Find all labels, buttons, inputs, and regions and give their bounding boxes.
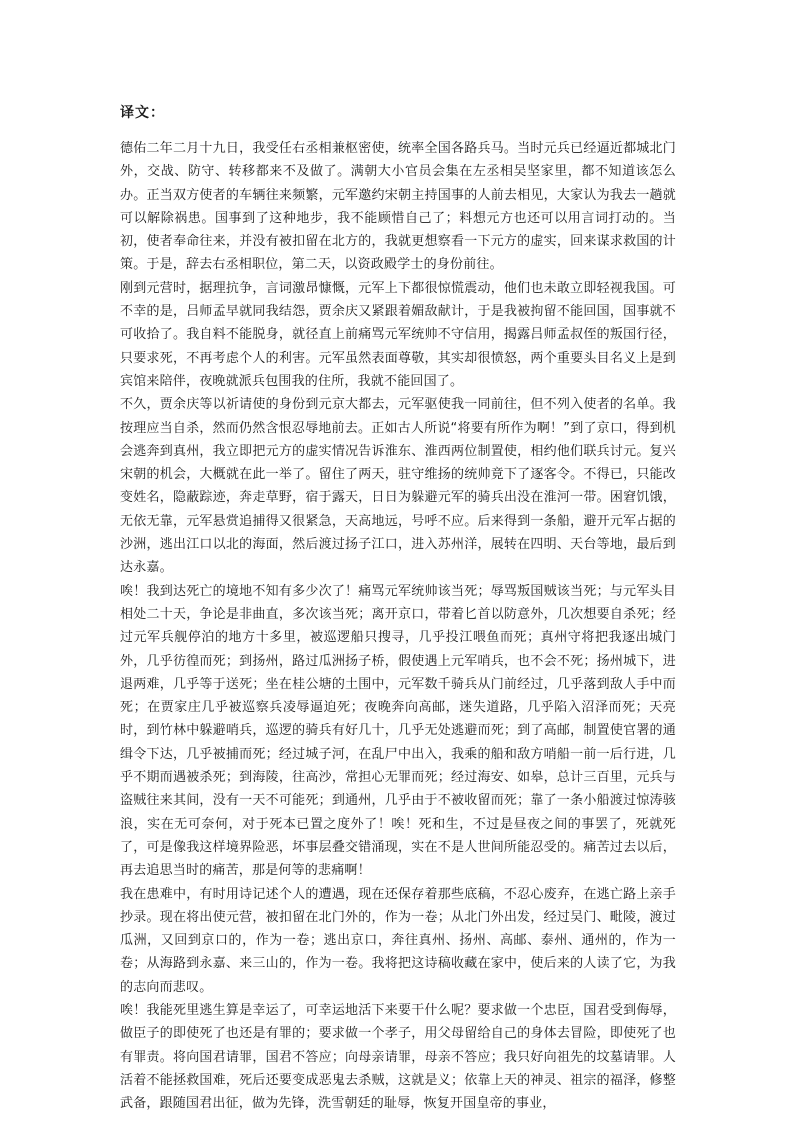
translation-heading: 译文： bbox=[120, 105, 165, 121]
paragraph: 刚到元营时，据理抗争，言词激昂慷慨，元军上下都很惊慌震动，他们也未敢立即轻视我国。可不幸的是，吕师孟早就同我结怨，贾余庆又紧跟着媚敌献计，于是我被拘留不能回国，国事就不可收拾了。我自料不能脱身，就径直上前痛骂元军统帅不守信用，揭露吕师孟叔侄的叛国行径，只要求死，不再考虑个人的利害。元军虽然表面尊敬，其实却很愤怒，两个重要头目名义上是到宾馆来陪伴，夜晚就派兵包围我的住所，我就不能回国了。 bbox=[120, 280, 676, 389]
paragraph: 不久，贾余庆等以祈请使的身份到元京大都去，元军驱使我一同前往，但不列入使者的名单。我按理应当自杀，然而仍然含恨忍辱地前去。正如古人所说“将要有所作为啊！”到了京口，得到机会逃奔到真州，我立即把元方的虚实情况告诉淮东、淮西两位制置使，相约他们联兵讨元。复兴宋朝的机会，大概就在此一举了。留住了两天，驻守维扬的统帅竟下了逐客令。不得已，只能改变姓名，隐蔽踪迹，奔走草野，宿于露天，日日为躲避元军的骑兵出没在淮河一带。困窘饥饿，无依无靠，元军悬赏追捕得又很紧急，天高地远，号呼不应。后来得到一条船，避开元军占据的沙洲，逃出江口以北的海面，然后渡过扬子江口，进入苏州洋，展转在四明、天台等地，最后到达永嘉。 bbox=[120, 397, 676, 576]
translation-body bbox=[120, 137, 676, 1115]
paragraph: 德佑二年二月十九日，我受任右丞相兼枢密使，统率全国各路兵马。当时元兵已经逼近都城北门外，交战、防守、转移都来不及做了。满朝大小官员会集在左丞相吴坚家里，都不知道该怎么办。正当双方使者的车辆往来频繁，元军邀约宋朝主持国事的人前去相见，大家认为我去一趟就可以解除祸患。国事到了这种地步，我不能顾惜自己了；料想元方也还可以用言词打动的。当初，使者奉命往来，并没有被扣留在北方的，我就更想察看一下元方的虚实，回来谋求救国的计策。于是，辞去右丞相职位，第二天，以资政殿学士的身份前往。 bbox=[120, 141, 676, 273]
paragraph: 唉！我能死里逃生算是幸运了，可幸运地活下来要干什么呢？要求做一个忠臣，国君受到侮辱，做臣子的即使死了也还是有罪的；要求做一个孝子，用父母留给自己的身体去冒险，即使死了也有罪责。将向国君请罪，国君不答应；向母亲请罪，母亲不答应；我只好向祖先的坟墓请罪。人活着不能拯救国难，死后还要变成恶鬼去杀贼，这就是义；依靠上天的神灵、祖宗的福泽，修整武备，跟随国君出征，做为先锋，洗雪朝廷的耻辱，恢复开国皇帝的事业， bbox=[120, 1002, 676, 1112]
paragraph: 唉！我到达死亡的境地不知有多少次了！痛骂元军统帅该当死；辱骂叛国贼该当死；与元军头目相处二十天，争论是非曲直，多次该当死；离开京口，带着匕首以防意外，几次想要自杀死；经过元军兵舰停泊的地方十多里，被巡逻船只搜寻，几乎投江喂鱼而死；真州守将把我逐出城门外，几乎彷徨而死；到扬州，路过瓜洲扬子桥，假使遇上元军哨兵，也不会不死；扬州城下，进退两难，几乎等于送死；坐在桂公塘的土围中，元军数千骑兵从门前经过，几乎落到敌人手中而死；在贾家庄几乎被巡察兵凌辱逼迫死；夜晚奔向高邮，迷失道路，几乎陷入沼泽而死；天亮时，到竹林中躲避哨兵，巡逻的骑兵有好几十，几乎无处逃避而死；到了高邮，制置使官署的通缉令下达，几乎被捕而死；经过城子河，在乱尸中出入，我乘的船和敌方哨船一前一后行进，几乎不期而遇被杀死；到海陵，往高沙，常担心无罪而死；经过海安、如皋，总计三百里，元兵与盗贼往来其间，没有一天不可能死；到通州，几乎由于不被收留而死；靠了一条小船渡过惊涛骇浪，实在无可奈何，对于死本已置之度外了！唉！死和生，不过是昼夜之间的事罢了，死就死了，可是像我这样境界险恶，坏事层叠交错涌现，实在不是人世间所能忍受的。痛苦过去以后，再去追思当时的痛苦，那是何等的悲痛啊！ bbox=[120, 583, 676, 879]
paragraph: 我在患难中，有时用诗记述个人的遭遇，现在还保存着那些底稿，不忍心废弃，在逃亡路上亲手抄录。现在将出使元营，被扣留在北门外的，作为一卷；从北门外出发，经过吴门、毗陵，渡过瓜洲，又回到京口的，作为一卷；逃出京口，奔往真州、扬州、高邮、泰州、通州的，作为一卷；从海路到永嘉、来三山的，作为一卷。我将把这诗稿收藏在家中，使后来的人读了它，为我的志向而悲叹。 bbox=[120, 886, 676, 995]
